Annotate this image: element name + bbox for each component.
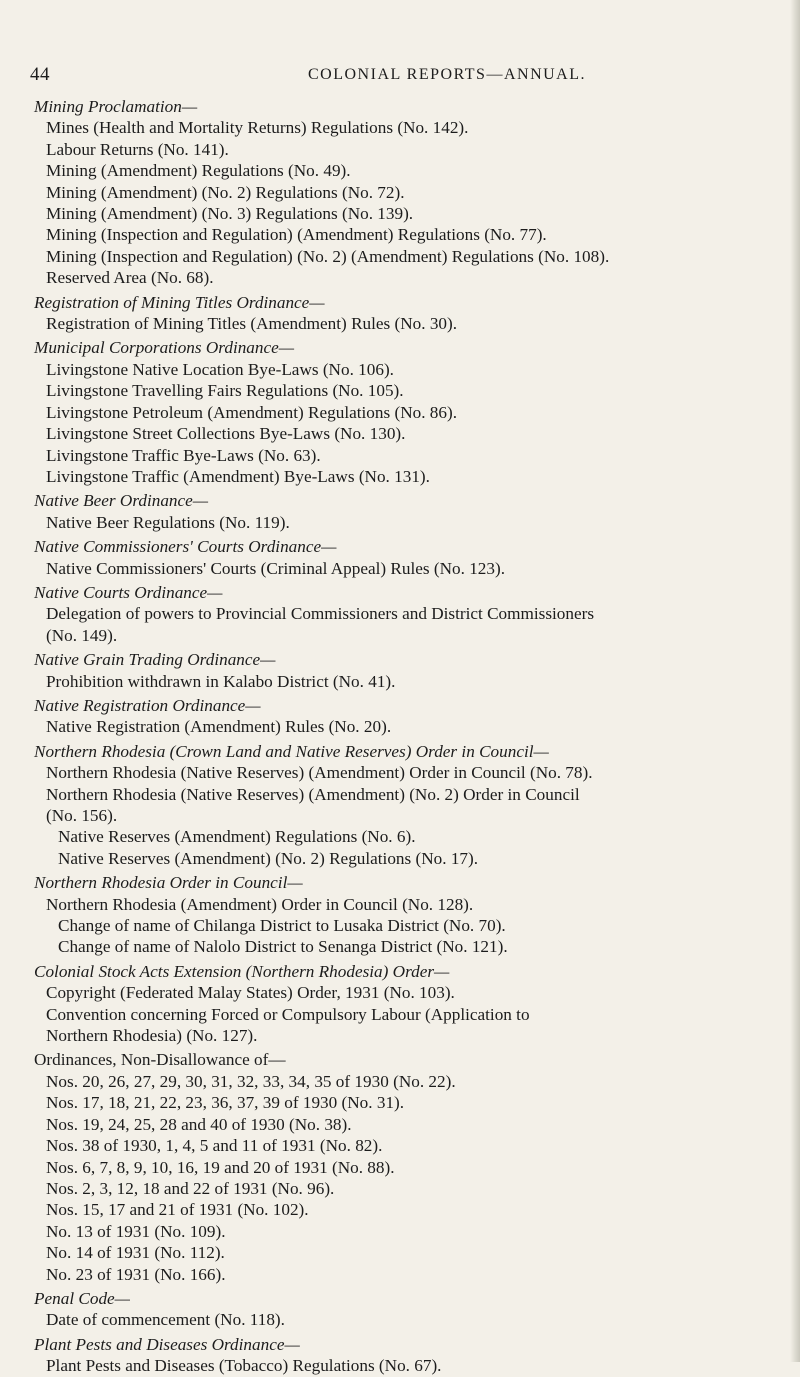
section-heading: Colonial Stock Acts Extension (Northern Rhodesia) Order— [34,961,450,981]
list-item: Nos. 17, 18, 21, 22, 23, 36, 37, 39 of 1930 (No. 31). [46,1093,405,1113]
list-item: Northern Rhodesia (Amendment) Order in Council (No. 128). [46,894,474,914]
list-item: Livingstone Travelling Fairs Regulations (No. 105). [46,381,404,401]
list-item: No. 13 of 1931 (No. 109). [46,1221,226,1241]
section-heading: Native Beer Ordinance— [34,491,209,511]
sub-entry: Native Reserves (Amendment) Regulations (No. 6). [58,827,416,847]
list-item: Nos. 20, 26, 27, 29, 30, 31, 32, 33, 34, 35 of 1930 (No. 22). [46,1071,456,1091]
section-heading: Northern Rhodesia (Crown Land and Native Reserves) Order in Council— [34,741,549,761]
list-item: Registration of Mining Titles (Amendment) Rules (No. 30). [46,314,458,334]
list-item: Native Registration (Amendment) Rules (No. 20). [46,717,392,737]
section-heading: Mining Proclamation— [34,97,198,116]
list-item: Mines (Health and Mortality Returns) Regulations (No. 142). [46,118,469,138]
section-heading: Municipal Corporations Ordinance— [34,338,295,358]
section-heading: Native Courts Ordinance— [34,582,223,602]
list-item: Northern Rhodesia) (No. 127). [46,1026,258,1046]
list-item: Livingstone Petroleum (Amendment) Regulations (No. 86). [46,402,457,422]
list-item: Mining (Inspection and Regulation) (Amendment) Regulations (No. 77). [46,225,547,245]
list-item: Mining (Amendment) Regulations (No. 49). [46,161,351,181]
list-item: Date of commencement (No. 118). [46,1310,285,1330]
list-item: Mining (Amendment) (No. 3) Regulations (No. 139). [46,204,414,224]
list-item: Nos. 2, 3, 12, 18 and 22 of 1931 (No. 96). [46,1178,335,1198]
list-item: Nos. 6, 7, 8, 9, 10, 16, 19 and 20 of 1931 (No. 88). [46,1157,395,1177]
list-item: Labour Returns (No. 141). [46,139,229,159]
list-item: Mining (Inspection and Regulation) (No. 2) (Amendment) Regulations (No. 108). [46,246,610,266]
ordinance-listing [34,96,794,1377]
list-item: Northern Rhodesia (Native Reserves) (Amendment) Order in Council (No. 78). [46,763,593,783]
list-item: Delegation of powers to Provincial Commissioners and District Commissioners [46,604,595,624]
list-item: No. 23 of 1931 (No. 166). [46,1264,226,1284]
section-heading: Registration of Mining Titles Ordinance— [34,292,325,312]
list-item: Copyright (Federated Malay States) Order, 1931 (No. 103). [46,983,455,1003]
list-item: No. 14 of 1931 (No. 112). [46,1243,225,1263]
list-item: Native Commissioners' Courts (Criminal Appeal) Rules (No. 123). [46,558,505,578]
list-item: Nos. 19, 24, 25, 28 and 40 of 1930 (No. 38). [46,1114,352,1134]
list-item: Reserved Area (No. 68). [46,268,214,288]
list-item: Plant Pests and Diseases (Tobacco) Regulations (No. 67). [46,1356,442,1376]
sub-entry: Native Reserves (Amendment) (No. 2) Regulations (No. 17). [58,848,479,868]
section-heading: Native Registration Ordinance— [34,695,261,715]
page-number: 44 [30,64,50,85]
list-item: (No. 156). [46,806,118,825]
list-item: Convention concerning Forced or Compulsory Labour (Application to [46,1004,530,1024]
section-heading: Native Grain Trading Ordinance— [34,650,276,670]
running-title: COLONIAL REPORTS—ANNUAL. [308,66,586,83]
list-item: (No. 149). [46,625,118,645]
section-heading: Native Commissioners' Courts Ordinance— [34,537,337,557]
section-heading: Northern Rhodesia Order in Council— [34,873,303,893]
list-item: Native Beer Regulations (No. 119). [46,512,290,532]
list-item: Livingstone Native Location Bye-Laws (No. 106). [46,359,394,379]
list-item: Livingstone Traffic (Amendment) Bye-Laws (No. 131). [46,466,430,486]
sub-entry: Change of name of Nalolo District to Senanga District (No. 121). [58,937,508,957]
sub-entry: Change of name of Chilanga District to Lusaka District (No. 70). [58,916,506,936]
section-heading: Ordinances, Non-Disallowance of— [34,1050,286,1070]
page-header [0,64,800,92]
section-heading: Plant Pests and Diseases Ordinance— [34,1334,300,1354]
list-item: Prohibition withdrawn in Kalabo District (No. 41). [46,671,396,691]
list-item: Mining (Amendment) (No. 2) Regulations (No. 72). [46,182,405,202]
list-item: Nos. 38 of 1930, 1, 4, 5 and 11 of 1931 (No. 82). [46,1136,383,1156]
list-item: Livingstone Street Collections Bye-Laws (No. 130). [46,424,406,444]
page-edge-shadow [790,0,800,1362]
list-item: Livingstone Traffic Bye-Laws (No. 63). [46,445,321,465]
list-item: Northern Rhodesia (Native Reserves) (Amendment) (No. 2) Order in Council [46,784,580,804]
list-item: Nos. 15, 17 and 21 of 1931 (No. 102). [46,1200,309,1220]
section-heading: Penal Code— [34,1288,130,1308]
